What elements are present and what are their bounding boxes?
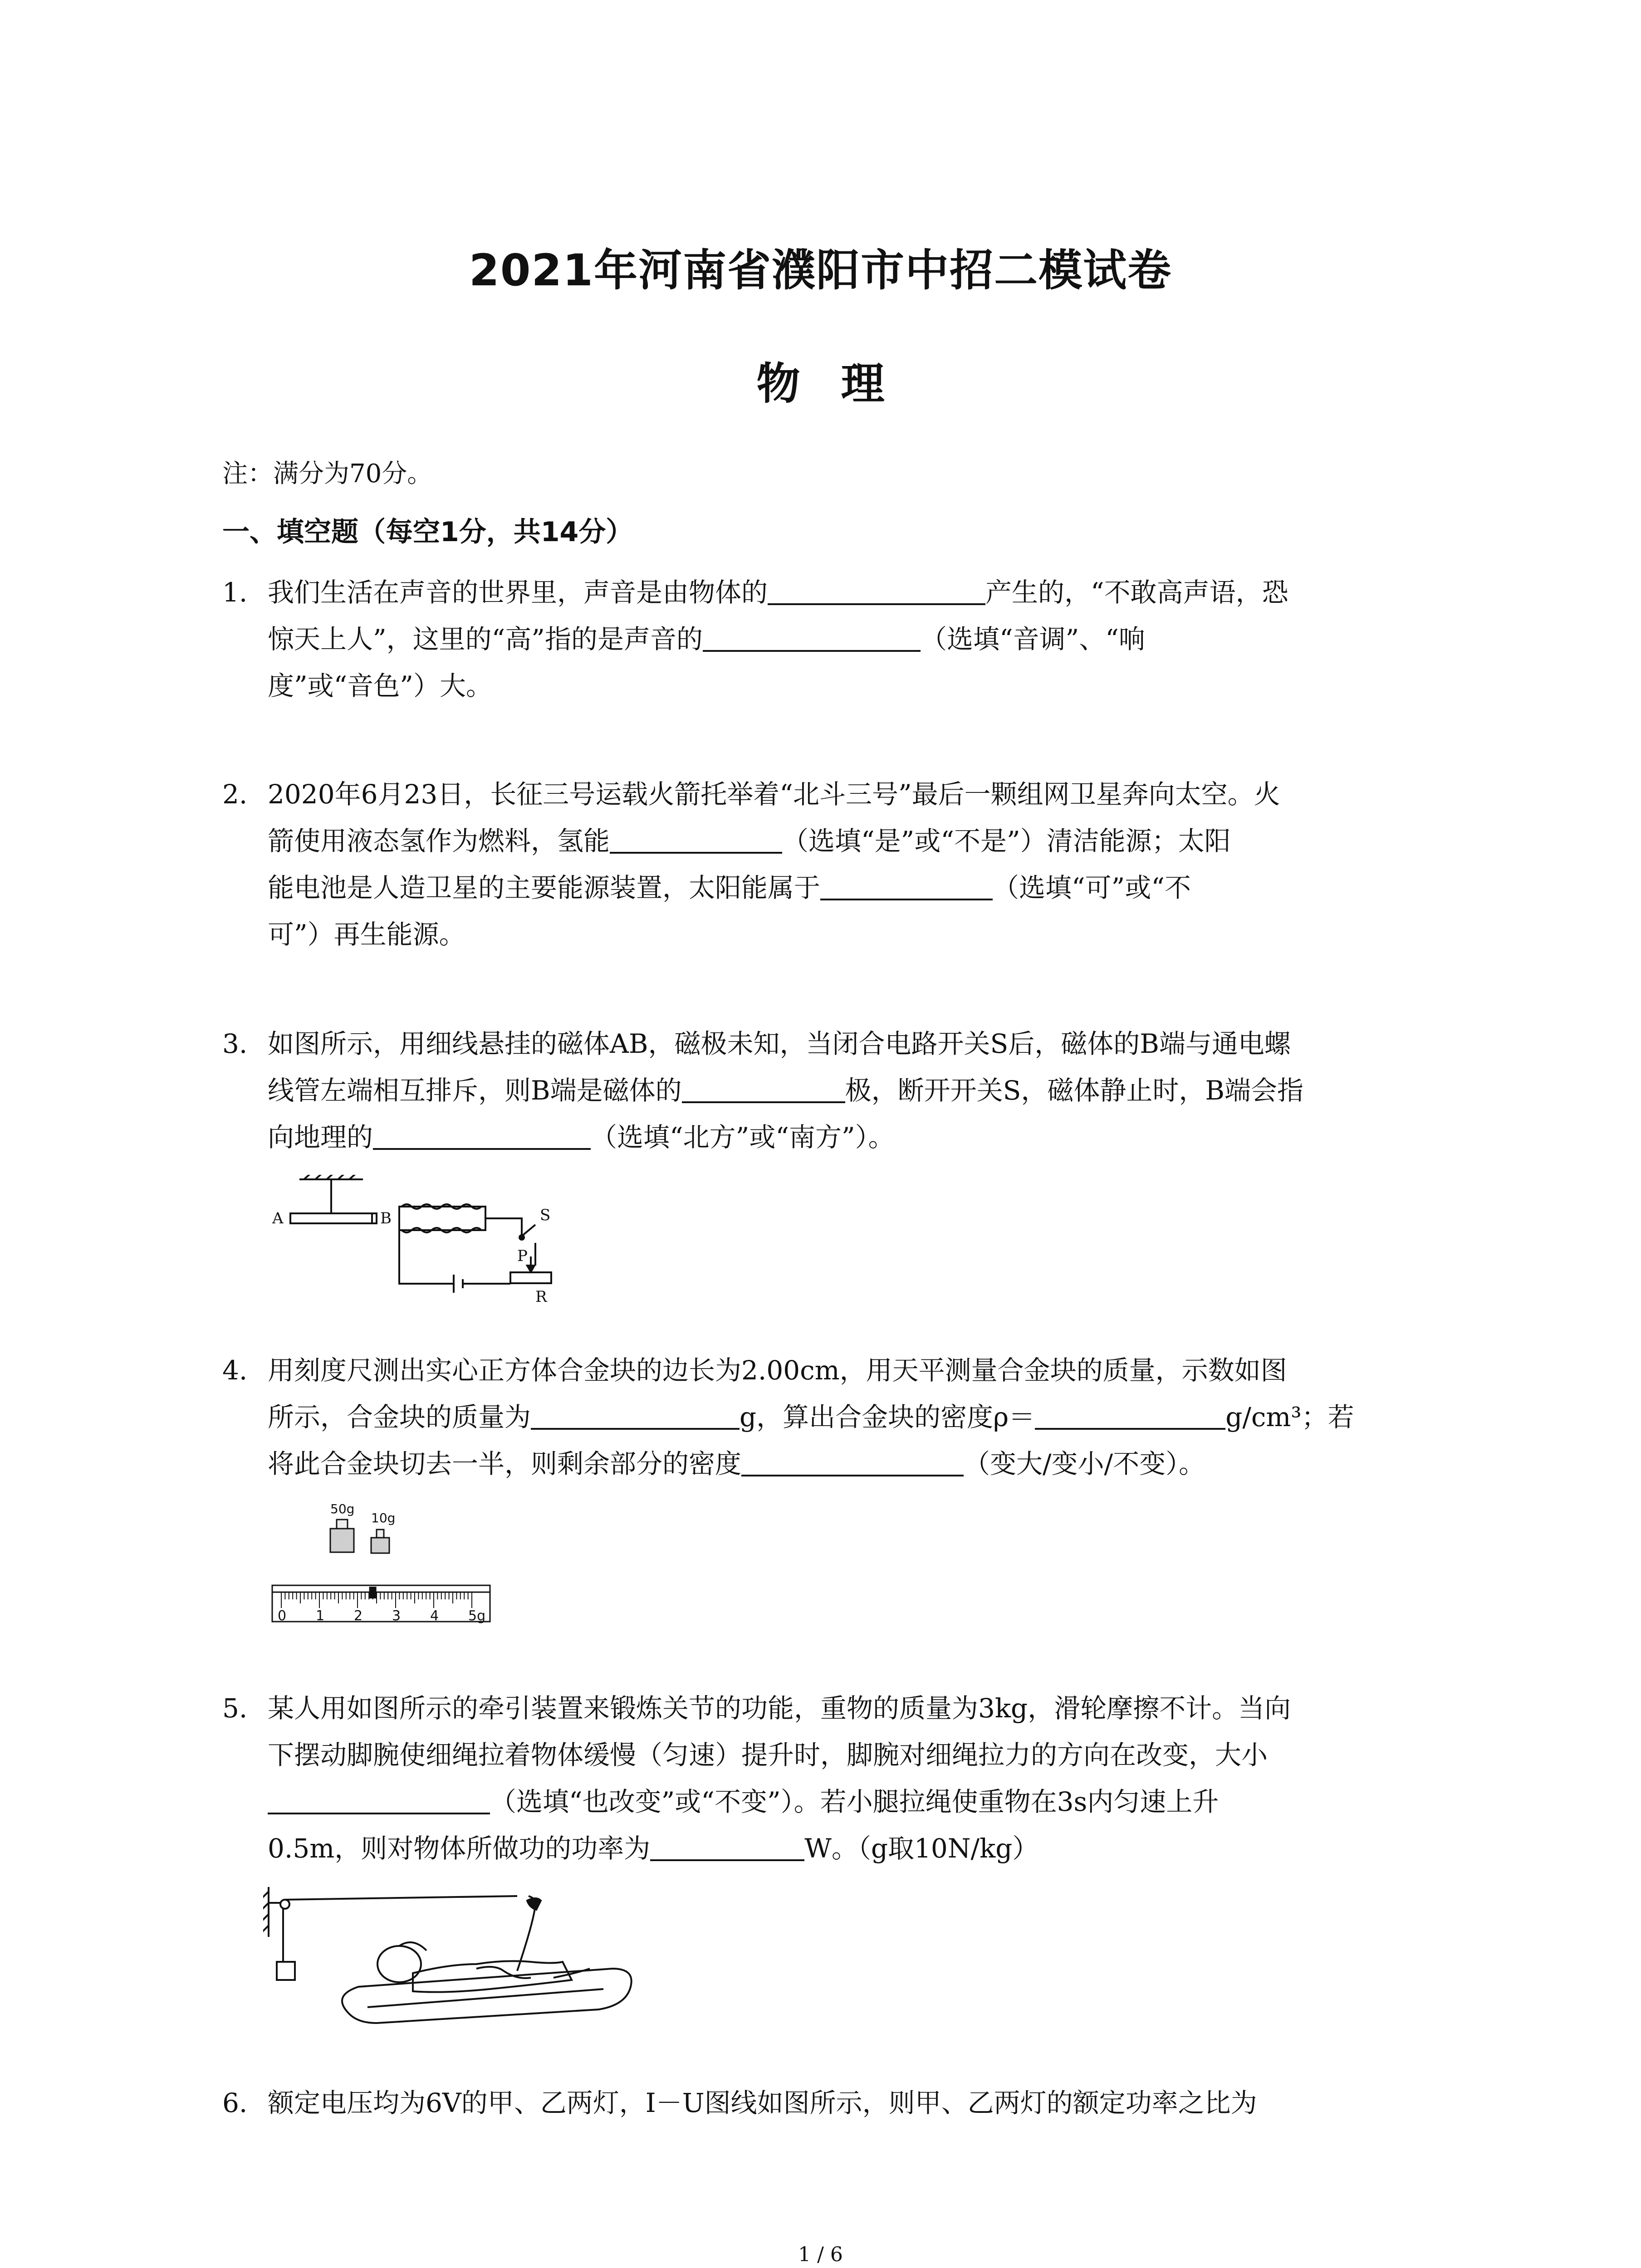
question-text: 2020年6月23日，长征三号运载火箭托举着“北斗三号”最后一颗组网卫星奔向太空。火 [268,779,1280,810]
question-text: 所示，合金块的质量为 [268,1402,531,1432]
scale-tick-label: 1 [316,1608,325,1624]
question-number: 2. [222,779,248,810]
bar-magnet [290,1213,377,1223]
question-text: 极，断开开关S，磁体静止时，B端会指 [845,1075,1303,1106]
question-text: （选填“北方”或“南方”）。 [591,1122,895,1153]
weight-50g [330,1529,354,1552]
question-text: （选填“也改变”或“不变”）。若小腿拉绳使重物在3s内匀速上升 [490,1786,1219,1817]
weight-50g-label: 50g [330,1501,355,1516]
rheostat [510,1272,551,1283]
score-note: 注：满分为70分。 [222,459,433,489]
label-b: B [380,1209,392,1227]
question-6 [222,2080,1447,2126]
question-number: 4. [222,1355,248,1386]
label-r: R [535,1288,547,1302]
subject-heading: 物理 [756,358,926,409]
answer-blank[interactable] [682,1070,845,1103]
page-title: 2021年河南省濮阳市中招二模试卷 [469,245,1172,296]
question-text: 箭使用液态氢作为燃料，氢能 [268,826,610,856]
question-3 [222,1021,1447,1161]
switch-lever [522,1225,535,1236]
weight-10g [371,1538,389,1553]
question-text: （选填“可”或“不 [993,872,1191,903]
question-text: 如图所示，用细线悬挂的磁体AB，磁极未知，当闭合电路开关S后，磁体的B端与通电螺 [268,1028,1291,1059]
label-a: A [272,1209,284,1227]
question-text: 额定电压均为6V的甲、乙两灯，I－U图线如图所示，则甲、乙两灯的额定功率之比为 [268,2087,1257,2118]
solenoid-core [399,1207,485,1230]
question-5 [222,1685,1447,1872]
weight-10g-label: 10g [371,1510,396,1525]
scale-tick-label: 0 [278,1608,287,1624]
question-text: g/cm³；若 [1225,1402,1354,1432]
answer-blank[interactable] [650,1828,804,1861]
magnet-solenoid-figure [263,1175,581,1302]
question-text: 下摆动脚腕使细绳拉着物体缓慢（匀速）提升时，脚腕对细绳拉力的方向在改变，大小 [268,1740,1268,1770]
question-number: 3. [222,1028,248,1059]
question-text: （选填“音调”、“响 [920,624,1145,655]
question-2 [222,771,1447,958]
question-number: 6. [222,2087,248,2118]
scale-tick-label: 5g [468,1608,486,1624]
question-text: 0.5m，则对物体所做功的功率为 [268,1833,651,1864]
question-text: 某人用如图所示的牵引装置来锻炼关节的功能，重物的质量为3kg，滑轮摩擦不计。当向 [268,1693,1291,1724]
question-text: 产生的，“不敢高声语，恐 [985,577,1288,608]
question-1 [222,569,1447,709]
question-text: 用刻度尺测出实心正方体合金块的边长为2.00cm，用天平测量合金块的质量，示数如图 [268,1355,1287,1386]
balance-weights-figure [268,1497,504,1628]
wire-right [485,1218,522,1236]
answer-blank[interactable] [268,1781,490,1814]
question-text: 度”或“音色”）大。 [268,670,492,701]
question-text: 我们生活在声音的世界里，声音是由物体的 [268,577,768,608]
mattress [342,1969,632,2023]
question-number: 1. [222,577,248,608]
rider-marker [369,1587,377,1598]
pulley [280,1900,289,1909]
answer-blank[interactable] [768,572,985,605]
page-number: 1 / 6 [798,2243,843,2266]
solenoid-coil [402,1204,481,1232]
section-heading-fill-blank: 一、填空题（每空1分，共14分） [222,516,633,548]
question-text: （选填“是”或“不是”）清洁能源；太阳 [782,826,1231,856]
answer-blank[interactable] [820,867,993,900]
answer-blank[interactable] [373,1116,591,1150]
question-text: 向地理的 [268,1122,373,1153]
question-text: 可”）再生能源。 [268,919,465,950]
question-number: 5. [222,1693,248,1724]
question-text: g，算出合金块的密度ρ＝ [740,1402,1035,1432]
scale-tick-label: 2 [354,1608,363,1624]
question-text: 线管左端相互排斥，则B端是磁体的 [268,1075,682,1106]
scale-tick-label: 4 [430,1608,439,1624]
scale-tick-label: 3 [392,1608,401,1624]
answer-blank[interactable] [1035,1396,1225,1430]
question-text: 将此合金块切去一半，则剩余部分的密度 [268,1448,742,1479]
answer-blank[interactable] [531,1396,740,1430]
question-text: 能电池是人造卫星的主要能源装置，太阳能属于 [268,872,821,903]
label-s: S [540,1206,551,1224]
label-p: P [517,1247,528,1265]
question-4 [222,1347,1447,1487]
question-text: 惊天上人”，这里的“高”指的是声音的 [268,624,703,655]
answer-blank[interactable] [610,820,782,854]
foot [527,1898,541,1910]
question-text: （变大/变小/不变）。 [964,1448,1205,1479]
hanging-weight [277,1962,295,1980]
answer-blank[interactable] [741,1443,964,1476]
traction-device-figure [263,1882,653,2032]
rider-scale [272,1585,490,1622]
person-head [377,1946,421,1982]
answer-blank[interactable] [703,618,921,652]
rope-horizontal [285,1896,517,1900]
wire-bottom-left [399,1230,454,1284]
question-text: W。（g取10N/kg） [804,1833,1039,1864]
